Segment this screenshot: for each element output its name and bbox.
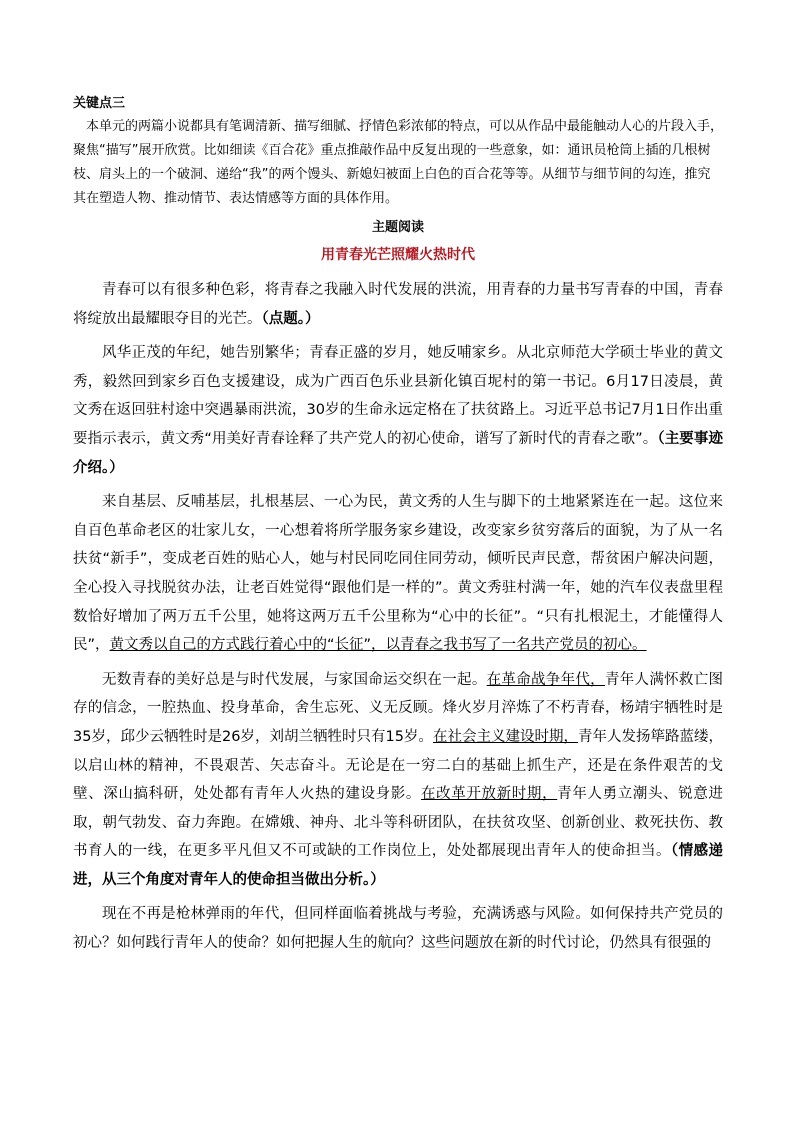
paragraph-4-note: （情感递进，从三个角度对青年人的使命担当做出分析。）	[73, 843, 723, 888]
paragraph-3	[73, 488, 723, 660]
theme-label: 主题阅读	[371, 220, 424, 235]
paragraph-3-text: 来自基层、反哺基层，扎根基层、一心为民，黄文秀的人生与脚下的土地紧紧连在一起。这位来自百色革命老区的壮家儿女，一心想着将所学服务家乡建设，改变家乡贫穷落后的面貌，为了从一名扶贫“新手”，变成老百姓的贴心人，她与村民同吃同住同劳动，倾听民声民意，帮贫困户解决问题，全心投入寻找脱贫办法，让老百姓觉得“跟他们是一样的”。黄文秀驻村满一年，她的汽车仪表盘里程数恰好增加了两万五千公里，她将这两万五千公里称为“心中的长征”。“只有扎根泥土，才能懂得人民”，	[73, 494, 723, 654]
paragraph-4-underlined-2: 在社会主义建设时期，	[432, 728, 578, 745]
paragraph-2-note: （主要事迹介绍。）	[73, 430, 723, 476]
paragraph-4-text-b: 青年人满怀救亡图存的信念，一腔热血、投身革命，舍生忘死、义无反顾。烽火岁月淬炼了不朽青春，杨靖宇牺牲时是35岁，邱少云牺牲时是26岁，刘胡兰牺牲时只有15岁。	[73, 671, 724, 745]
paragraph-1-text: 青春可以有很多种色彩，将青春之我融入时代发展的洪流，用青春的力量书写青春的中国，青春将绽放出最耀眼夺目的光芒。	[73, 282, 723, 327]
paragraph-5	[73, 900, 723, 957]
paragraph-4-text-d: 青年人勇立潮头、锐意进取，朝气勃发、奋力奔跑。在嫦娥、神舟、北斗等科研团队，在扶贫攻坚、创新创业、救死扶伤、教书育人的一线，在更多平凡但又不可或缺的工作岗位上，处处都展现出青年人的使命担当。	[73, 786, 724, 860]
paragraph-1-note: （点题。）	[261, 310, 320, 327]
key-point-heading: 关键点三	[73, 96, 126, 111]
paragraph-4-text-a: 无数青春的美好总是与时代发展，与家国命运交织在一起。	[102, 671, 487, 688]
paragraph-4-underlined-3: 在改革开放新时期，	[421, 786, 558, 803]
article-title: 用青春光芒照耀火热时代	[321, 247, 475, 263]
paragraph-2-text: 风华正茂的年纪，她告别繁华；青春正盛的岁月，她反哺家乡。从北京师范大学硕士毕业的黄文秀，毅然回到家乡百色支援建设，成为广西百色乐业县新化镇百坭村的第一书记。6月17日凌晨，黄文秀在返回驻村途中突遇暴雨洪流，30岁的生命永远定格在了扶贫路上。习近平总书记7月1日作出重要指示表示，黄文秀“用美好青春诠释了共产党人的初心使命，谱写了新时代的青春之歌”。	[73, 345, 723, 447]
paragraph-3-underlined: 黄文秀以自己的方式践行着心中的“长征”，以青春之我书写了一名共产党员的初心。	[109, 637, 647, 654]
key-point-text: 本单元的两篇小说都具有笔调清新、描写细腻、抒情色彩浓郁的特点，可以从作品中最能触动人心的片段入手，聚焦“描写”展开欣赏。比如细读《百合花》重点推敲作品中反复出现的一些意象，如：通讯员枪筒上插的几根树枝、肩头上的一个破洞、递给“我”的两个馒头、新媳妇被面上白色的百合花等等。从细节与细节间的勾连，推究其在塑造人物、推动情节、表达情感等方面的具体作用。	[73, 119, 724, 206]
paragraph-4-underlined-1: 在革命战争年代，	[486, 671, 605, 688]
document-page	[73, 93, 723, 958]
paragraph-2	[73, 339, 723, 482]
paragraph-1	[73, 276, 723, 333]
paragraph-5-text: 现在不再是枪林弹雨的年代，但同样面临着挑战与考验，充满诱惑与风险。如何保持共产党员的初心？如何践行青年人的使命？如何把握人生的航向？这些问题放在新的时代讨论，仍然具有很强的	[73, 906, 723, 952]
paragraph-4-text-c: 青年人发扬筚路蓝缕，以启山林的精神，不畏艰苦、矢志奋斗。无论是在一穷二白的基础上抓生产，还是在条件艰苦的戈壁、深山搞科研，处处都有青年人火热的建设身影。	[73, 728, 724, 803]
paragraph-4	[73, 666, 723, 895]
